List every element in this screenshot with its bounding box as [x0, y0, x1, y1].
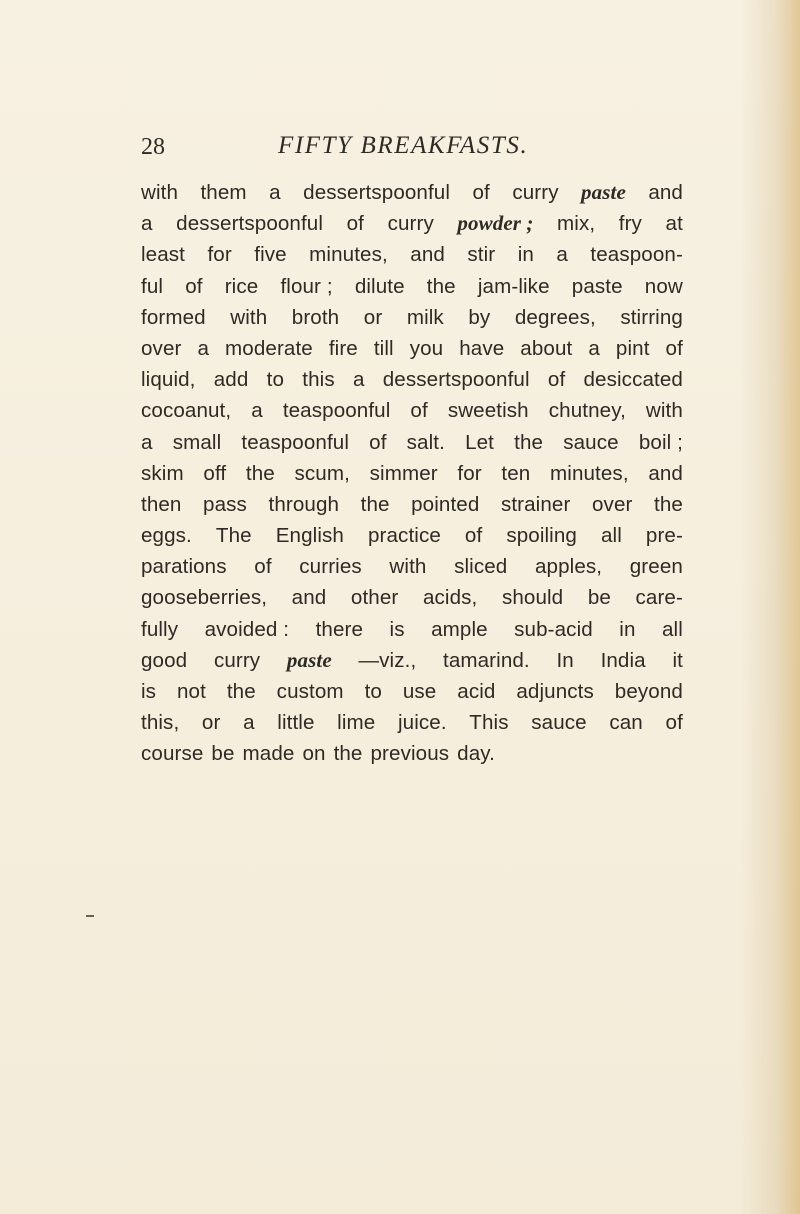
word: rice [224, 274, 259, 298]
word: for [457, 461, 482, 485]
text-line [141, 582, 683, 613]
text-line [141, 676, 683, 707]
word: through [268, 492, 340, 516]
word: boil ; [638, 430, 683, 454]
word: is [389, 617, 405, 641]
word: then [141, 492, 182, 516]
text-line [141, 302, 683, 333]
word: parations [141, 555, 227, 579]
word: care- [635, 586, 683, 610]
word: mix, [557, 212, 596, 236]
word: not [176, 680, 206, 703]
running-title: FIFTY BREAKFASTS. [278, 132, 529, 159]
text-line [141, 239, 683, 270]
word: the [514, 430, 544, 454]
word: lime [337, 711, 376, 735]
word: ful [141, 274, 164, 298]
word: ten [501, 461, 531, 485]
word: chutney, [548, 399, 626, 423]
word: a [556, 243, 568, 267]
word: day. [457, 742, 495, 766]
word: with [389, 555, 427, 579]
word: —viz., [358, 648, 417, 672]
word: milk [406, 305, 444, 329]
word: for [207, 243, 232, 267]
italic-word: powder ; [457, 211, 534, 236]
word: simmer [369, 461, 438, 485]
word: of [472, 181, 490, 204]
word: custom [276, 680, 344, 703]
word: to [266, 368, 285, 392]
word: Let [465, 430, 495, 454]
text-line [141, 364, 683, 395]
word: sweetish [447, 399, 529, 423]
word: little [277, 711, 315, 735]
word: have [459, 336, 505, 360]
word: made [242, 742, 295, 766]
word: pre- [645, 524, 683, 548]
word: of [464, 524, 483, 548]
word: a [251, 399, 263, 423]
word: adjuncts [516, 680, 594, 703]
word: previous [370, 742, 450, 766]
text-line [141, 489, 683, 520]
word: English [275, 524, 344, 548]
word: fire [328, 336, 358, 360]
word: the [426, 274, 456, 298]
word: or [201, 711, 221, 735]
word: the [360, 492, 390, 516]
word: of [369, 430, 387, 454]
word: acid [457, 680, 496, 703]
word: teaspoonful [282, 399, 391, 423]
word: avoided : [204, 617, 290, 641]
word: juice. [397, 711, 447, 735]
word: sauce [531, 711, 587, 735]
word: cocoanut, [141, 399, 232, 423]
text-line [141, 271, 683, 302]
word: be [587, 586, 611, 610]
margin-mark [86, 915, 94, 917]
word: degrees, [514, 305, 596, 329]
word: In [556, 648, 574, 672]
body-paragraph [141, 177, 683, 770]
word: flour ; [280, 274, 333, 298]
word: and [291, 586, 327, 610]
word: curry [213, 648, 261, 672]
word: a [269, 181, 281, 204]
text-line [141, 458, 683, 489]
italic-word: paste [286, 647, 332, 672]
word: be [211, 742, 235, 766]
word: scum, [294, 461, 350, 485]
word: skim [141, 461, 184, 485]
word: off [203, 461, 227, 485]
word: green [629, 555, 683, 579]
word: other [350, 586, 399, 610]
word: good [141, 648, 188, 672]
word: of [185, 274, 203, 298]
text-line [141, 427, 683, 458]
word: ample [431, 617, 488, 641]
word: all [662, 617, 683, 641]
page-number: 28 [141, 134, 165, 160]
word: at [665, 212, 683, 236]
word: beyond [614, 680, 683, 703]
text-line [141, 551, 683, 582]
italic-word: paste [581, 180, 626, 204]
word: the [333, 742, 363, 766]
word: or [363, 305, 383, 329]
word: stir [467, 243, 496, 267]
word: this [302, 368, 335, 392]
word: now [644, 274, 683, 298]
word: a [141, 212, 153, 236]
word: of [665, 711, 683, 735]
word: gooseberries, [141, 586, 268, 610]
word: a [141, 430, 153, 454]
word: acids, [422, 586, 478, 610]
word: fully [141, 617, 179, 641]
word: least [141, 243, 186, 267]
word: teaspoon- [590, 243, 683, 267]
word: sub-acid [514, 617, 593, 641]
word: on [302, 742, 326, 766]
word: minutes, [550, 461, 629, 485]
word: there [315, 617, 364, 641]
word: add [213, 368, 249, 392]
word: stirring [620, 305, 683, 329]
word: all [600, 524, 622, 548]
word: paste [571, 274, 623, 298]
word: liquid, [141, 368, 196, 392]
word: a [243, 711, 255, 735]
word: about [520, 336, 573, 360]
word: pass [203, 492, 247, 516]
word: dessertspoonful [176, 212, 324, 236]
text-line [141, 333, 683, 364]
text-line [141, 208, 683, 239]
word: desiccated [583, 368, 683, 392]
word: of [547, 368, 566, 392]
word: of [254, 555, 272, 579]
word: with [645, 399, 683, 423]
word: is [141, 680, 157, 703]
word: small [172, 430, 222, 454]
text-line [141, 738, 683, 769]
text-line [141, 177, 683, 208]
word: over [141, 336, 182, 360]
running-head [141, 130, 701, 170]
word: can [609, 711, 643, 735]
word: The [215, 524, 252, 548]
word: broth [291, 305, 340, 329]
text-line [141, 395, 683, 426]
word: jam-like [477, 274, 550, 298]
word: eggs. [141, 524, 192, 548]
word: a [352, 368, 365, 392]
word: tamarind. [443, 648, 530, 672]
text-line [141, 520, 683, 551]
text-line [141, 645, 683, 676]
word: pointed [411, 492, 480, 516]
word: the [226, 680, 256, 703]
word: curry [512, 181, 559, 204]
text-line [141, 707, 683, 738]
word: should [501, 586, 564, 610]
word: salt. [406, 430, 445, 454]
word: of [346, 212, 364, 236]
word: moderate [225, 336, 313, 360]
word: formed [141, 305, 206, 329]
word: in [619, 617, 636, 641]
word: minutes, [309, 243, 388, 267]
word: teaspoonful [241, 430, 349, 454]
word: sauce [563, 430, 619, 454]
word: apples, [535, 555, 603, 579]
word: of [665, 336, 683, 360]
word: pint [615, 336, 650, 360]
word: and [648, 181, 683, 204]
word: dessertspoonful [303, 181, 451, 204]
word: This [469, 711, 509, 735]
word: dessertspoonful [382, 368, 530, 392]
word: it [672, 648, 683, 672]
word: spoiling [506, 524, 577, 548]
word: by [468, 305, 491, 329]
word: them [200, 181, 247, 204]
word: and [410, 243, 445, 267]
word: the [654, 492, 683, 516]
word: in [517, 243, 534, 267]
word: curry [387, 212, 434, 236]
word: use [402, 680, 437, 703]
word: till [373, 336, 394, 360]
word: with [141, 181, 179, 204]
word: to [364, 680, 382, 703]
word: this, [141, 711, 180, 735]
word: course [141, 742, 204, 766]
word: you [409, 336, 444, 360]
word: practice [367, 524, 441, 548]
word: and [648, 461, 683, 485]
word: a [588, 336, 600, 360]
word: India [600, 648, 646, 672]
word: five [254, 243, 287, 267]
word: dilute [354, 274, 405, 298]
word: the [245, 461, 275, 485]
word: sliced [454, 555, 508, 579]
word: over [592, 492, 633, 516]
word: with [230, 305, 268, 329]
word: of [410, 399, 428, 423]
word: a [197, 336, 210, 360]
word: strainer [500, 492, 571, 516]
word: curries [299, 555, 362, 579]
text-line [141, 614, 683, 645]
word: fry [618, 212, 642, 236]
